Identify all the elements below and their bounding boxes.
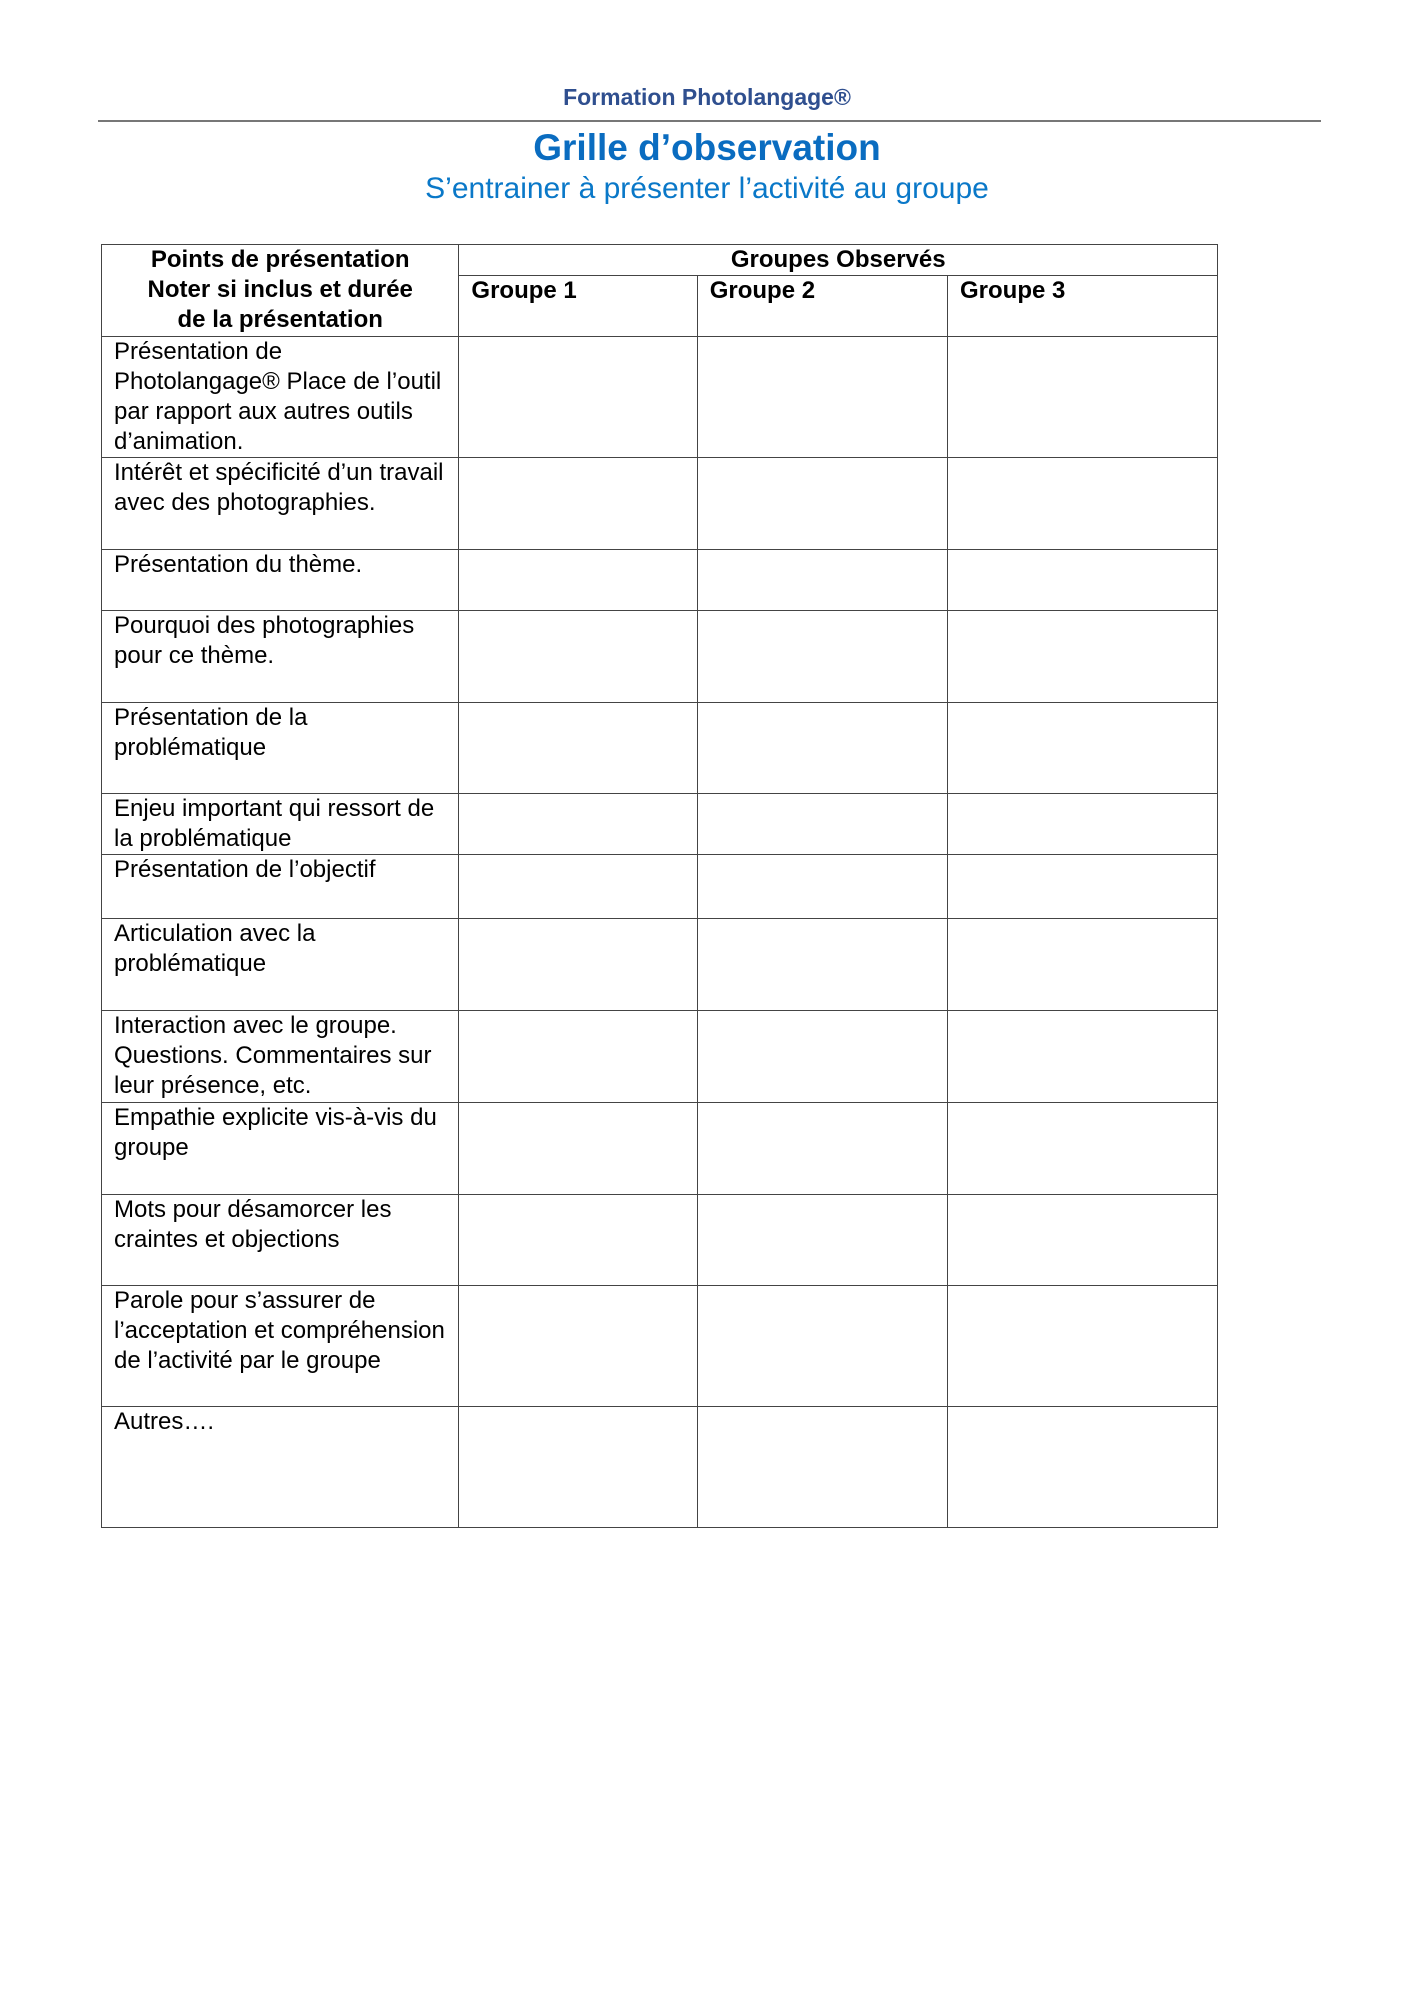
observation-cell-group-3[interactable] <box>948 919 1218 1011</box>
observation-cell-group-1[interactable] <box>459 337 697 458</box>
points-header <box>102 245 459 337</box>
observation-cell-group-2[interactable] <box>697 1195 947 1286</box>
observation-cell-group-3[interactable] <box>948 337 1218 458</box>
table-row <box>102 1103 1218 1195</box>
table-row <box>102 919 1218 1011</box>
table-row <box>102 1407 1218 1528</box>
observation-cell-group-2[interactable] <box>697 458 947 550</box>
group-3-header: Groupe 3 <box>948 276 1218 337</box>
table-row <box>102 703 1218 794</box>
presentation-point: Présentation de la problématique <box>102 703 459 794</box>
observation-grid <box>101 244 1218 1528</box>
presentation-point: Présentation de Photolangage® Place de l’outil par rapport aux autres outils d’animation. <box>102 337 459 458</box>
table-row <box>102 1011 1218 1103</box>
observation-cell-group-2[interactable] <box>697 550 947 611</box>
table-row <box>102 458 1218 550</box>
presentation-point: Pourquoi des photographies pour ce thème. <box>102 611 459 703</box>
presentation-point: Présentation du thème. <box>102 550 459 611</box>
presentation-point: Enjeu important qui ressort de la problématique <box>102 794 459 855</box>
table-row <box>102 550 1218 611</box>
observation-cell-group-1[interactable] <box>459 458 697 550</box>
observation-cell-group-3[interactable] <box>948 458 1218 550</box>
observation-cell-group-3[interactable] <box>948 1286 1218 1407</box>
observation-cell-group-2[interactable] <box>697 855 947 919</box>
presentation-point: Mots pour désamorcer les craintes et objections <box>102 1195 459 1286</box>
observation-cell-group-2[interactable] <box>697 919 947 1011</box>
observation-cell-group-1[interactable] <box>459 919 697 1011</box>
presentation-point: Articulation avec la problématique <box>102 919 459 1011</box>
observation-cell-group-1[interactable] <box>459 611 697 703</box>
presentation-point: Empathie explicite vis-à-vis du groupe <box>102 1103 459 1195</box>
observation-cell-group-1[interactable] <box>459 703 697 794</box>
observation-cell-group-1[interactable] <box>459 794 697 855</box>
observation-cell-group-1[interactable] <box>459 1407 697 1528</box>
table-row <box>102 855 1218 919</box>
observation-cell-group-2[interactable] <box>697 337 947 458</box>
table-row <box>102 1195 1218 1286</box>
group-1-header: Groupe 1 <box>459 276 697 337</box>
observation-cell-group-2[interactable] <box>697 1103 947 1195</box>
presentation-point: Présentation de l’objectif <box>102 855 459 919</box>
observation-cell-group-2[interactable] <box>697 794 947 855</box>
observation-cell-group-1[interactable] <box>459 855 697 919</box>
observation-cell-group-3[interactable] <box>948 1103 1218 1195</box>
observation-cell-group-2[interactable] <box>697 703 947 794</box>
groups-header: Groupes Observés <box>459 245 1218 276</box>
observation-cell-group-3[interactable] <box>948 1407 1218 1528</box>
observation-cell-group-2[interactable] <box>697 611 947 703</box>
presentation-point: Intérêt et spécificité d’un travail avec des photographies. <box>102 458 459 550</box>
presentation-point: Autres…. <box>102 1407 459 1528</box>
observation-cell-group-1[interactable] <box>459 1011 697 1103</box>
observation-cell-group-2[interactable] <box>697 1011 947 1103</box>
observation-cell-group-1[interactable] <box>459 1103 697 1195</box>
header-divider <box>98 120 1321 122</box>
page-subtitle: S’entrainer à présenter l’activité au groupe <box>425 172 989 205</box>
table-row <box>102 1286 1218 1407</box>
observation-cell-group-3[interactable] <box>948 794 1218 855</box>
points-header-line: Noter si inclus et durée <box>147 276 413 303</box>
table-row <box>102 337 1218 458</box>
observation-cell-group-2[interactable] <box>697 1286 947 1407</box>
observation-cell-group-1[interactable] <box>459 1286 697 1407</box>
running-header: Formation Photolangage® <box>563 84 851 110</box>
points-header-line: Points de présentation <box>150 246 410 273</box>
observation-cell-group-3[interactable] <box>948 1011 1218 1103</box>
presentation-point: Interaction avec le groupe. Questions. Commentaires sur leur présence, etc. <box>102 1011 459 1103</box>
observation-cell-group-1[interactable] <box>459 550 697 611</box>
observation-cell-group-3[interactable] <box>948 1195 1218 1286</box>
points-header-line: de la présentation <box>177 306 383 333</box>
presentation-point: Parole pour s’assurer de l’acceptation et compréhension de l’activité par le groupe <box>102 1286 459 1407</box>
observation-cell-group-3[interactable] <box>948 703 1218 794</box>
observation-cell-group-1[interactable] <box>459 1195 697 1286</box>
table-row <box>102 794 1218 855</box>
table-row <box>102 611 1218 703</box>
page-title: Grille d’observation <box>533 127 881 168</box>
group-2-header: Groupe 2 <box>697 276 947 337</box>
observation-cell-group-3[interactable] <box>948 550 1218 611</box>
observation-cell-group-2[interactable] <box>697 1407 947 1528</box>
observation-cell-group-3[interactable] <box>948 855 1218 919</box>
observation-cell-group-3[interactable] <box>948 611 1218 703</box>
